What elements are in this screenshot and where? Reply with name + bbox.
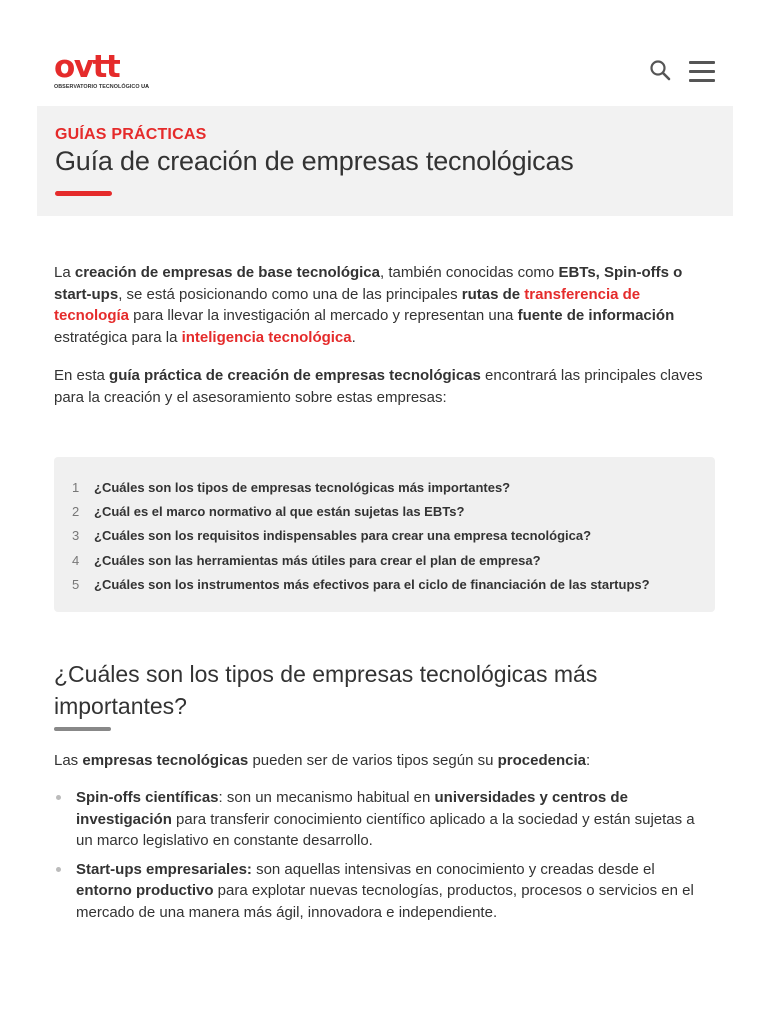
text-run: La (54, 264, 75, 281)
bullet-icon (56, 867, 61, 872)
bold-text: creación de empresas de base tecnológica (74, 264, 380, 281)
logo-subtitle: OBSERVATORIO TECNOLÓGICO UA (54, 84, 150, 90)
text-run: : (585, 752, 591, 769)
text-run: para transferir conocimiento científico aplicado a la sociedad y están sujetas a un marco legislativo en constante desarrollo. (76, 810, 695, 849)
hamburger-menu-icon[interactable] (687, 58, 717, 84)
text-run: estratégica para la (54, 328, 182, 346)
toc-item (72, 548, 715, 572)
toc-link[interactable]: ¿Cuál es el marco normativo al que están sujetas las EBTs? (94, 503, 465, 519)
toc-number: 1 (72, 479, 80, 495)
section-intro-paragraph (54, 750, 714, 772)
page-title: Guía de creación de empresas tecnológicas (55, 146, 574, 176)
text-run: : son un mecanismo habitual en (218, 789, 435, 806)
bold-text: entorno productivo (76, 882, 214, 899)
bold-text: Start-ups empresariales: (76, 860, 252, 878)
bold-text: rutas de (461, 285, 525, 303)
list-item (54, 859, 714, 924)
bold-text: guía práctica de creación de empresas tecnológicas (109, 367, 481, 384)
toc-number: 3 (72, 528, 80, 544)
section-intro (54, 750, 714, 772)
table-of-contents (54, 457, 715, 612)
text-run: para explotar nuevas tecnologías, productos, procesos o servicios en el mercado de una manera más ágil, innovadora e independiente. (76, 882, 694, 921)
toc-number: 5 (72, 576, 80, 592)
text-run: . (351, 328, 356, 346)
toc-number: 4 (72, 552, 80, 568)
text-run: son aquellas intensivas en conocimiento y creadas desde el (251, 860, 655, 878)
toc-item (72, 499, 715, 523)
bold-text: EBTs, Spin-offs o start-ups (54, 264, 683, 303)
bold-text: universidades y centros de investigación (76, 789, 628, 828)
toc-link[interactable]: ¿Cuáles son los instrumentos más efectivos para el ciclo de financiación de las startups? (94, 576, 650, 592)
toc-item (72, 524, 715, 548)
bold-text: Spin-offs científicas (76, 789, 219, 806)
toc-item (72, 475, 715, 499)
toc-link[interactable]: ¿Cuáles son las herramientas más útiles para crear el plan de empresa? (94, 552, 541, 568)
title-underline (55, 191, 112, 196)
text-run: Las (54, 752, 83, 769)
text-run: encontrará las principales claves para la creación y el asesoramiento sobre estas empresas: (54, 367, 703, 406)
toc-item (72, 572, 715, 596)
toc-number: 2 (72, 503, 80, 519)
types-list (54, 787, 714, 930)
logo-wordmark: ovtt (54, 49, 120, 85)
bold-text: empresas tecnológicas (82, 752, 249, 769)
text-run: , se está posicionando como una de las principales (118, 285, 462, 303)
bold-text: procedencia (497, 752, 586, 769)
heading-underline (54, 727, 111, 731)
inline-link[interactable]: transferencia de tecnología (54, 285, 641, 324)
text-run: pueden ser de varios tipos según su (248, 752, 498, 769)
inline-link[interactable]: inteligencia tecnológica (181, 328, 352, 346)
intro-text (54, 262, 714, 408)
toc-link[interactable]: ¿Cuáles son los tipos de empresas tecnológicas más importantes? (94, 479, 511, 495)
list-item (54, 787, 714, 852)
bold-text: fuente de información (517, 307, 675, 324)
section-heading: ¿Cuáles son los tipos de empresas tecnológicas más importantes? (54, 661, 598, 719)
intro-paragraph-1 (54, 262, 714, 348)
search-icon[interactable] (648, 58, 674, 84)
text-run: , también conocidas como (380, 264, 559, 281)
intro-paragraph-2 (54, 365, 714, 408)
section-kicker[interactable]: GUÍAS PRÁCTICAS (55, 126, 207, 143)
bullet-icon (56, 795, 61, 800)
site-header (0, 0, 768, 106)
text-run: En esta (54, 367, 110, 384)
text-run: para llevar la investigación al mercado y representan una (129, 307, 518, 324)
page-hero (37, 106, 733, 216)
ovtt-logo[interactable] (54, 49, 164, 94)
toc-link[interactable]: ¿Cuáles son los requisitos indispensables para crear una empresa tecnológica? (94, 528, 592, 544)
